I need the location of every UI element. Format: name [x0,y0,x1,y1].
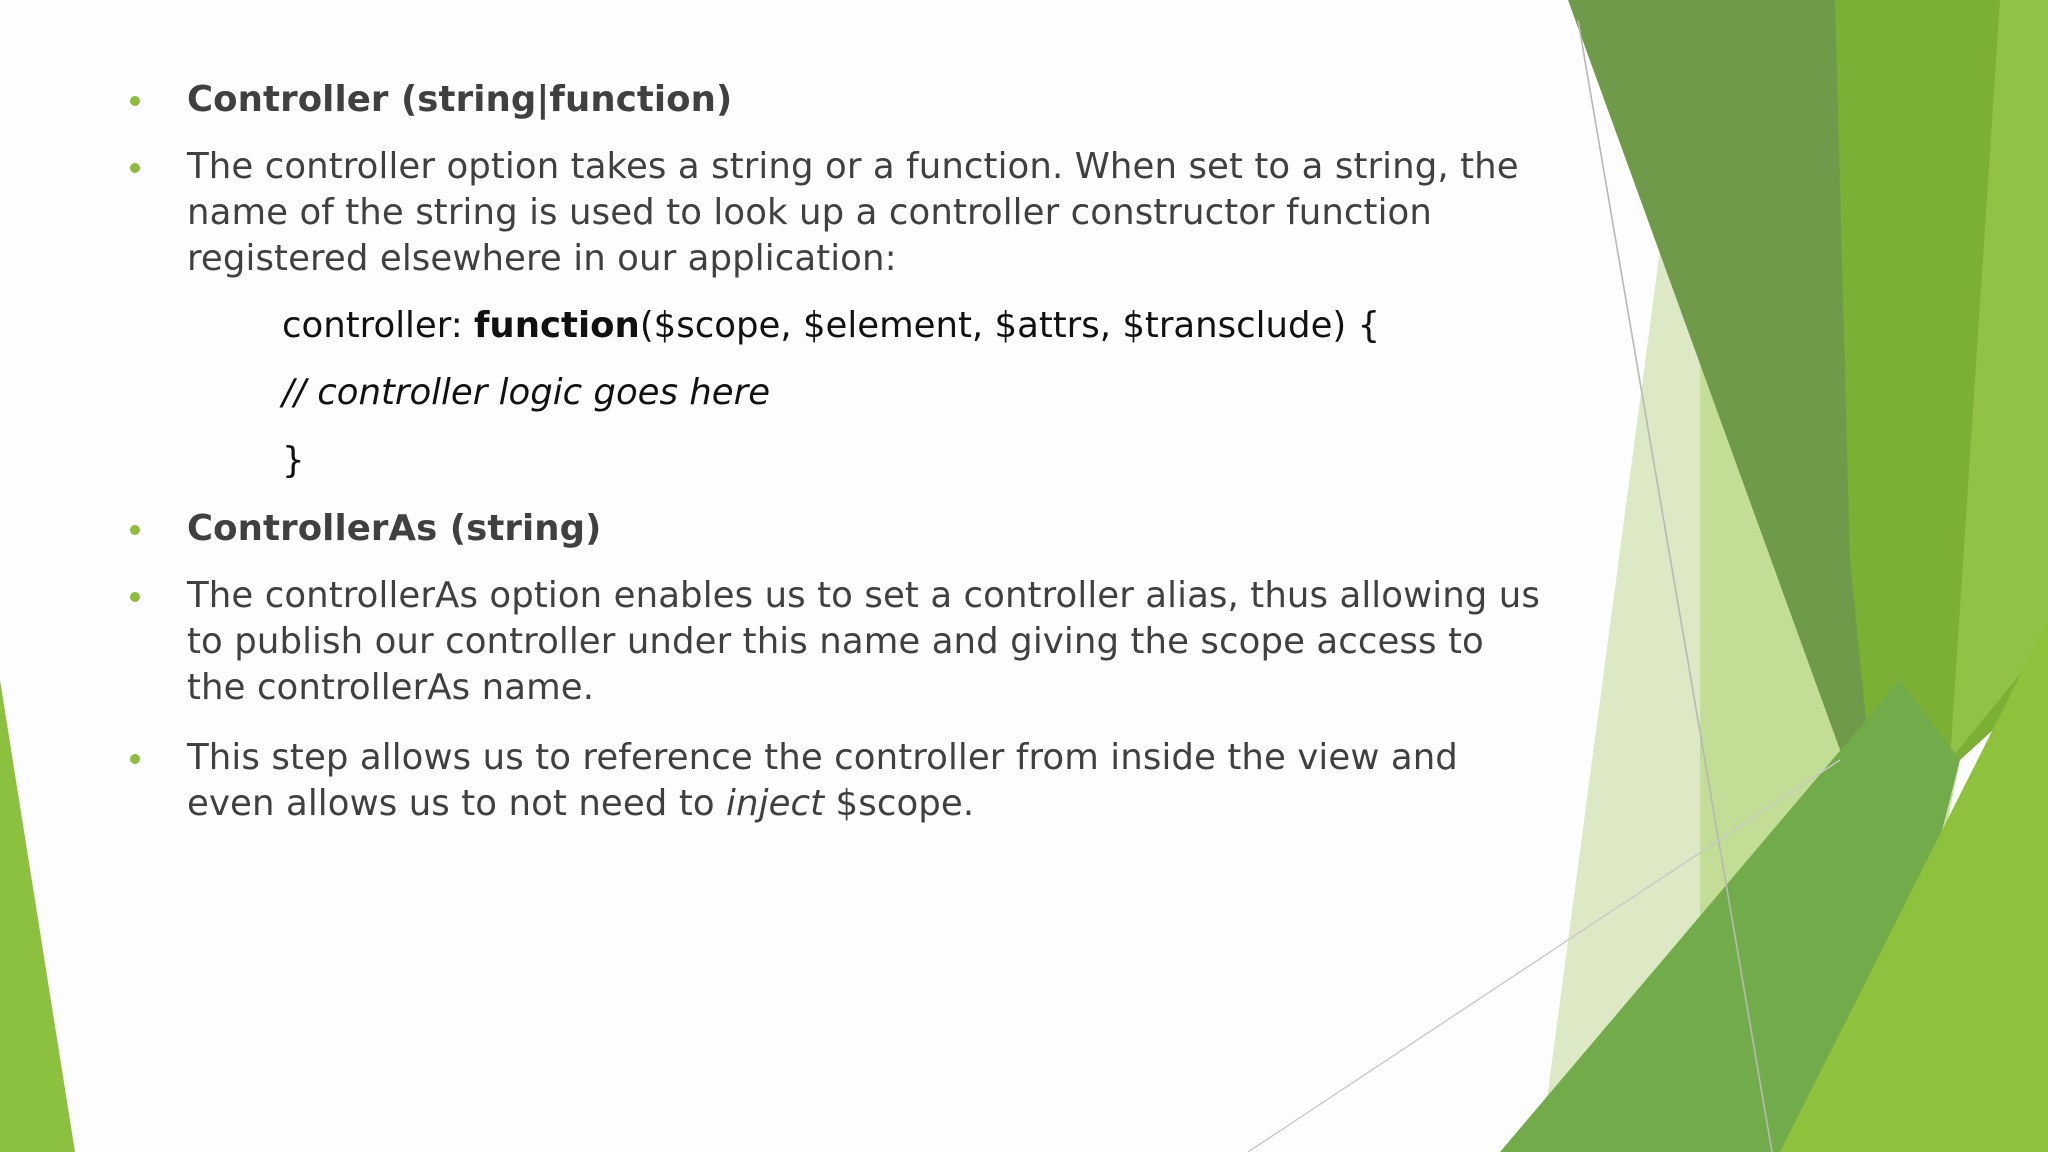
item-text-emphasis: inject [726,783,825,824]
code-line-3 [282,438,305,484]
item-text: The controller option takes a string or a function. When set to a string, the name of the string is used to look up a controller constructor function registered elsewhere in our application: [187,146,1519,279]
code-suffix: ($scope, $element, $attrs, $transclude) { [639,305,1381,346]
code-keyword: function [473,305,640,346]
bullet-dot [130,96,140,106]
item-text-after: $scope. [824,783,975,824]
item-text: ControllerAs (string) [187,508,602,549]
bullet-item-controller-description [187,144,1547,282]
bullet-dot [130,525,140,535]
code-line-2 [282,370,770,416]
code-comment: // controller logic goes here [282,372,771,413]
bullet-item-controlleras-heading [187,506,1547,552]
bullet-item-controller-heading [187,77,1547,123]
left-green-sliver [0,680,75,1152]
item-text-before: This step allows us to reference the controller from inside the view and even allows us to not need to [187,737,1458,824]
bullet-item-controlleras-description [187,573,1547,711]
item-text: Controller (string|function) [187,79,733,120]
code-closing-brace: } [282,440,305,481]
code-prefix: controller: [282,305,474,346]
code-line-1 [282,303,1380,349]
bullet-dot [130,592,140,602]
bullet-dot [130,163,140,173]
item-text: The controllerAs option enables us to set a controller alias, thus allowing us to publish our controller under this name and giving the scope access to the controllerAs name. [187,575,1541,708]
bullet-dot [130,754,140,764]
bullet-item-view-reference [187,735,1547,827]
